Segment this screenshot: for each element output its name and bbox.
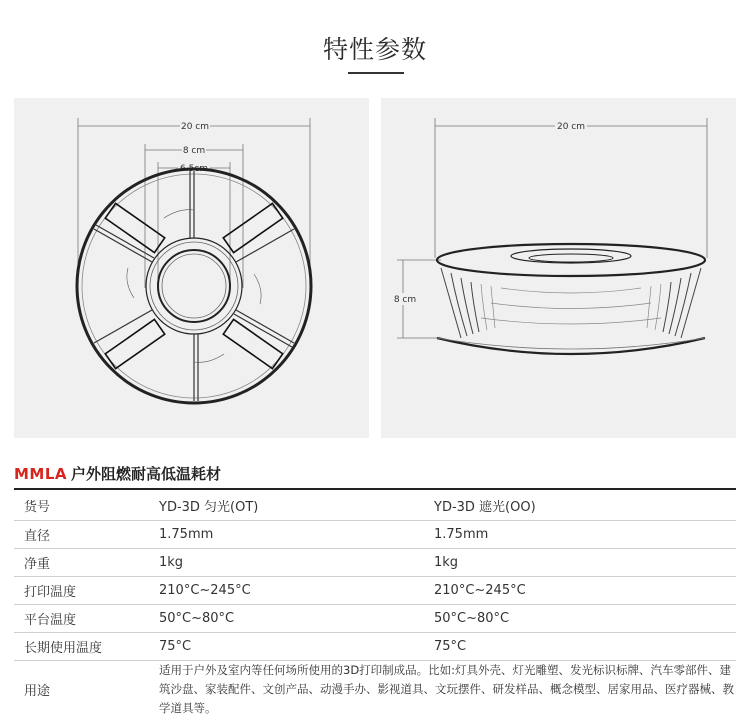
spec-value-ot: YD-3D 匀光(OT) [149,492,424,520]
dim-height-label: 8 cm [393,295,417,305]
spec-value-ot: 75°C [149,632,424,660]
spec-label: 打印温度 [14,576,149,604]
spool-side-view-image [381,98,736,438]
brand-name: MMLA [14,465,68,483]
dim-mid-label: 8 cm [182,146,206,156]
usage-label: 用途 [24,683,51,699]
spec-label: 货号 [14,492,149,520]
spec-row-long-term-temp [14,632,736,660]
spool-front-view-drawing [14,98,369,438]
spec-label: 长期使用温度 [14,632,149,660]
spec-value-oo: 75°C [424,632,736,660]
product-heading [14,463,221,484]
product-name: 户外阻燃耐高低温耗材 [71,465,222,483]
spec-row-print-temp [14,576,736,604]
spec-label: 直径 [14,520,149,548]
spec-row-usage [14,660,736,718]
spec-value-oo: 210°C~245°C [424,576,736,604]
page-title: 特性参数 [322,35,427,64]
dim-inner-label: 6.5cm [179,164,209,174]
spec-table [14,492,736,718]
spec-value-oo: 50°C~80°C [424,604,736,632]
heading-divider [14,488,736,490]
dim-outer-label: 20 cm [180,122,210,132]
spec-value-oo: YD-3D 遮光(OO) [424,492,736,520]
spec-label: 净重 [14,548,149,576]
spec-value-ot: 50°C~80°C [149,604,424,632]
spec-value-oo: 1.75mm [424,520,736,548]
title-underline [348,72,404,74]
spec-value-ot: 1kg [149,548,424,576]
spec-value-oo: 1kg [424,548,736,576]
spec-row-item-number [14,492,736,520]
spec-row-net-weight [14,548,736,576]
spool-front-view-image [14,98,369,438]
spec-row-diameter [14,520,736,548]
spec-row-bed-temp [14,604,736,632]
spec-label: 平台温度 [14,604,149,632]
usage-text: 适用于户外及室内等任何场所使用的3D打印制成品。比如:灯具外壳、灯光雕塑、发光标识标牌、汽车零部件、建筑沙盘、家装配件、文创产品、动漫手办、影视道具、文玩摆件、研发样品、概念模型、居家用品、医疗器械、教学道具等。 [159,662,734,715]
dim-width-label: 20 cm [556,122,586,132]
spec-value-ot: 1.75mm [149,520,424,548]
spec-value-ot: 210°C~245°C [149,576,424,604]
spool-side-view-drawing [381,98,736,438]
